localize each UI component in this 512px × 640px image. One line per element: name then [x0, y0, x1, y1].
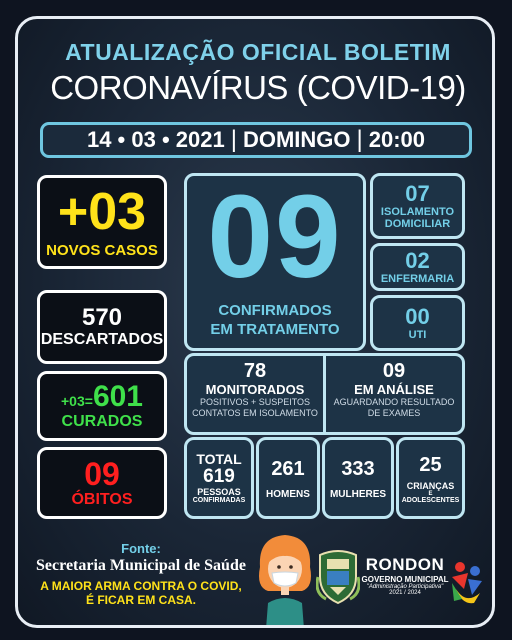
ward-value: 02 [405, 248, 430, 273]
recovered-panel [37, 371, 167, 441]
men-value: 261 [271, 457, 305, 480]
new-cases-panel [37, 175, 167, 269]
date: 14 • 03 • 2021 [86, 127, 225, 152]
weekday: DOMINGO [242, 127, 351, 152]
analysis-section [326, 360, 462, 419]
recovered-label: CURADOS [61, 413, 143, 430]
participation-figures-icon [450, 559, 484, 605]
logo-line1: GOVERNO MUNICIPAL [361, 575, 449, 584]
header-line2: CORONAVÍRUS (COVID-19) [50, 69, 466, 106]
source-block [18, 541, 264, 607]
analysis-detail-line2: DE EXAMES [367, 408, 421, 418]
women-label: MULHERES [329, 488, 387, 500]
discarded-panel [37, 290, 167, 364]
monitored-section [187, 360, 323, 419]
bulletin-card [15, 16, 495, 628]
men-panel [256, 437, 320, 519]
home-isolation-label-line2: DOMICILIAR [384, 218, 451, 230]
date-separator: | [230, 126, 237, 153]
masked-child-illustration [254, 529, 316, 628]
icu-panel [370, 295, 465, 351]
recovered-value: 601 [92, 380, 143, 413]
total-label: TOTAL [196, 451, 242, 467]
time: 20:00 [368, 127, 426, 152]
ward-label: ENFERMARIA [380, 273, 455, 285]
logo-line3: 2021 / 2024 [389, 590, 421, 596]
deaths-label: ÓBITOS [71, 491, 133, 508]
deaths-panel [37, 447, 167, 519]
rondon-logo [360, 555, 450, 596]
home-isolation-value: 07 [405, 181, 430, 206]
discarded-value: 570 [81, 304, 123, 331]
monitored-detail-line1: POSITIVOS + SUSPEITOS [199, 397, 311, 407]
deaths-value: 09 [84, 456, 120, 492]
children-value: 25 [419, 453, 442, 476]
ward-panel [370, 243, 465, 291]
total-value: 619 [203, 466, 235, 487]
new-cases-value: +03 [57, 182, 147, 241]
discarded-label: DESCARTADOS [40, 331, 164, 348]
time-separator: | [356, 126, 363, 153]
total-sub1: PESSOAS [197, 487, 241, 497]
children-label3: ADOLESCENTES [401, 496, 460, 504]
slogan-line1: A MAIOR ARMA CONTRA O COVID, [40, 579, 242, 593]
children-label1: CRIANÇAS [406, 480, 455, 491]
women-value: 333 [341, 457, 375, 480]
icu-value: 00 [405, 304, 430, 329]
source-name: Secretaria Municipal de Saúde [36, 557, 246, 574]
children-label2: E [428, 490, 433, 497]
logo-line2: "Administração Participativa" [366, 584, 444, 590]
children-panel [396, 437, 465, 519]
slogan-line2: É FICAR EM CASA. [85, 593, 196, 607]
confirmed-panel [184, 173, 366, 351]
confirmed-label-line1: CONFIRMADOS [218, 302, 332, 319]
analysis-label: EM ANÁLISE [354, 382, 434, 397]
total-sub2: CONFIRMADAS [192, 497, 246, 504]
monitoring-panel [184, 353, 465, 435]
confirmed-label-line2: EM TRATAMENTO [210, 321, 340, 338]
monitored-detail-line2: CONTATOS EM ISOLAMENTO [192, 408, 318, 418]
monitored-label: MONITORADOS [205, 382, 305, 397]
monitored-value: 78 [243, 360, 267, 382]
analysis-value: 09 [382, 360, 406, 382]
date-bar [40, 122, 472, 158]
coat-of-arms-icon [316, 547, 360, 605]
home-isolation-label-line1: ISOLAMENTO [380, 206, 455, 218]
logo-name: RONDON [365, 555, 445, 574]
confirmed-value: 09 [207, 171, 343, 303]
men-label: HOMENS [266, 488, 310, 500]
icu-label: UTI [408, 329, 427, 341]
women-panel [322, 437, 394, 519]
analysis-detail-line1: AGUARDANDO RESULTADO [333, 397, 455, 407]
source-label: Fonte: [121, 541, 161, 556]
new-cases-label: NOVOS CASOS [46, 241, 158, 259]
total-panel [184, 437, 254, 519]
header-line1: ATUALIZAÇÃO OFICIAL BOLETIM [65, 39, 451, 65]
recovered-prefix: +03= [61, 393, 93, 409]
home-isolation-panel [370, 173, 465, 239]
